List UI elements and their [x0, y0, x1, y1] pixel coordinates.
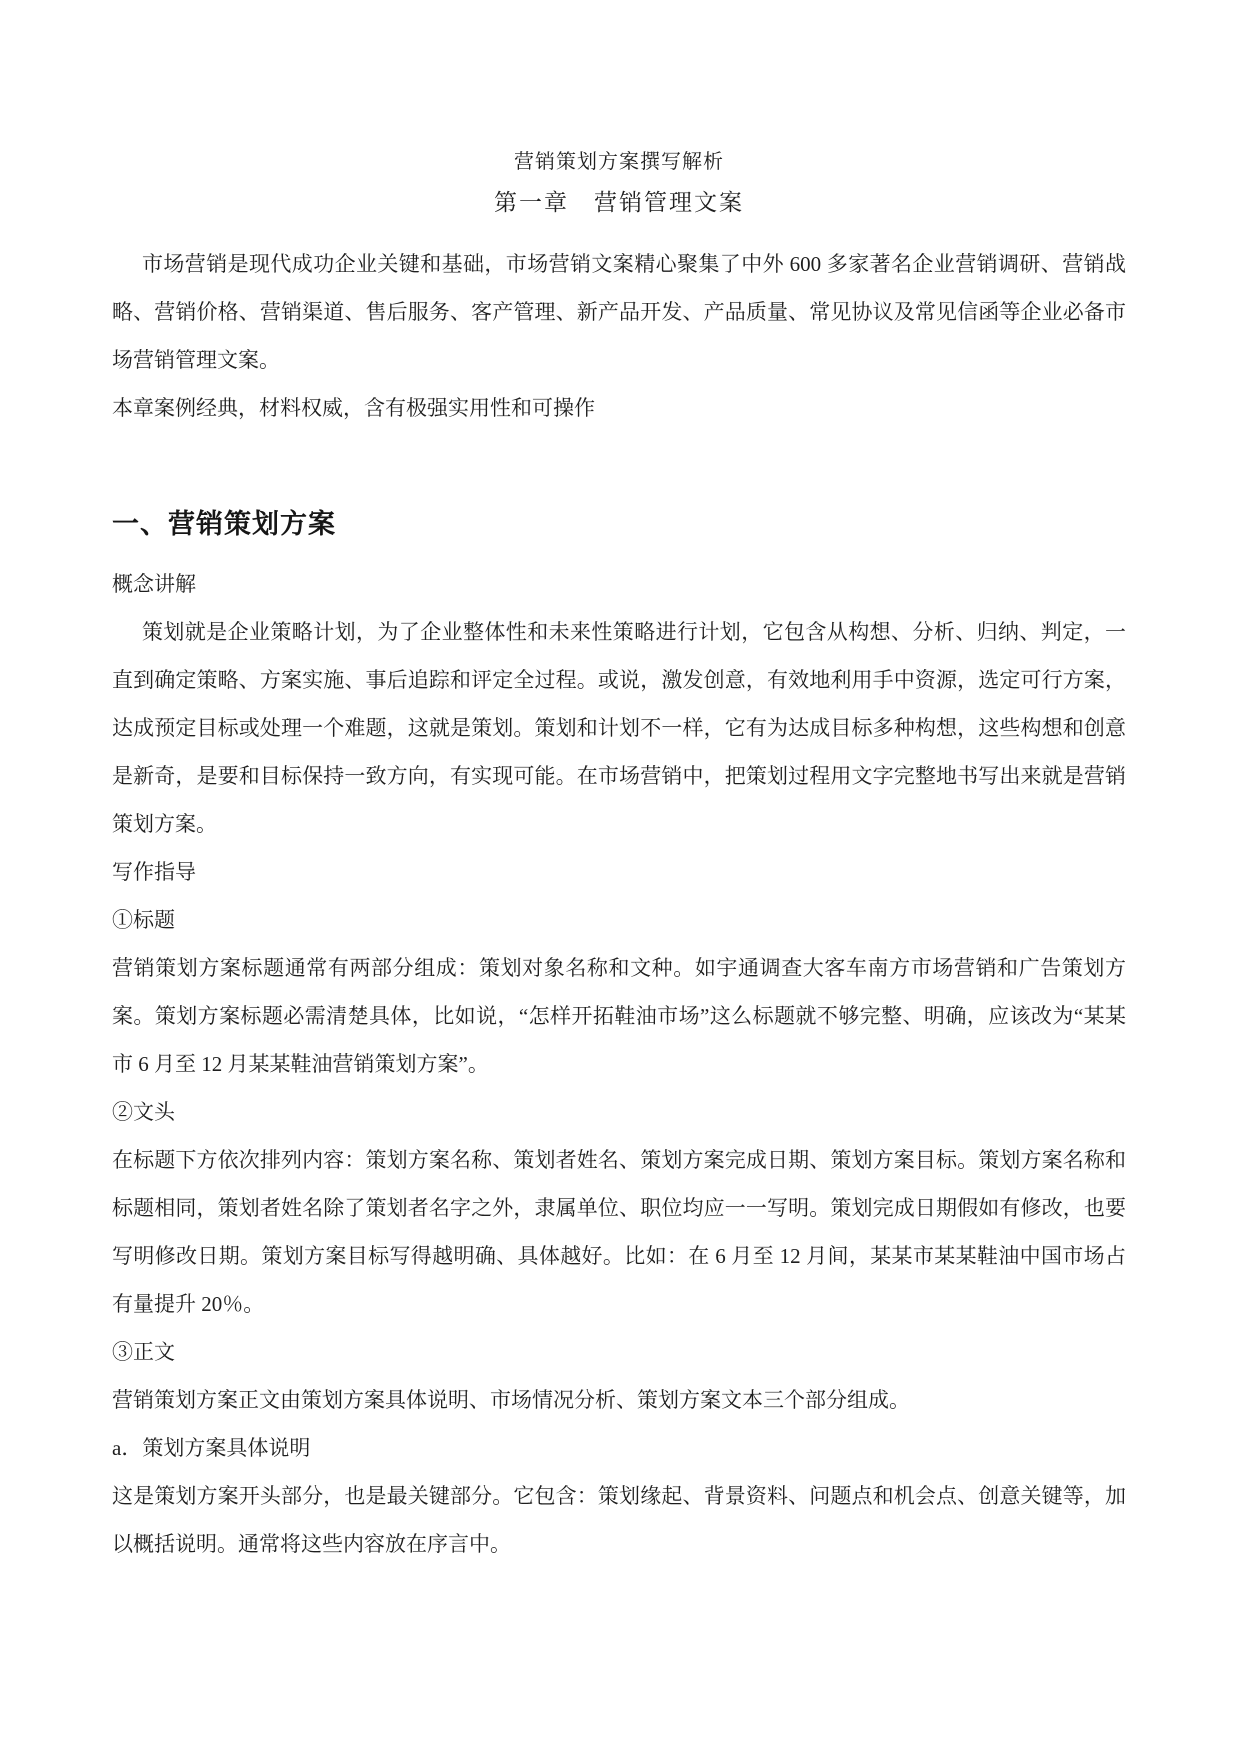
concept-paragraph: 策划就是企业策略计划，为了企业整体性和未来性策略进行计划，它包含从构想、分析、归纳、判定，一直到确定策略、方案实施、事后追踪和评定全过程。或说，激发创意，有效地利用手中资源，选定可行方案，达成预定目标或处理一个难题，这就是策划。策划和计划不一样，它有为达成目标多种构想，这些构想和创意是新奇，是要和目标保持一致方向，有实现可能。在市场营销中，把策划过程用文字完整地书写出来就是营销策划方案。: [112, 620, 1126, 836]
chapter-heading: 第一章 营销管理文案: [494, 190, 744, 215]
item2-paragraph: 在标题下方依次排列内容：策划方案名称、策划者姓名、策划方案完成日期、策划方案目标。策划方案名称和标题相同，策划者姓名除了策划者名字之外，隶属单位、职位均应一一写明。策划完成日期假如有修改，也要写明修改日期。策划方案目标写得越明确、具体越好。比如：在 6 月至 12 月间，某某市某某鞋油中国市场占有量提升 20％。: [112, 1148, 1126, 1316]
item1-title-label: ①标题: [112, 908, 175, 932]
section-heading: 一、营销策划方案: [112, 509, 336, 539]
item1-paragraph: 营销策划方案标题通常有两部分组成：策划对象名称和文种。如宇通调查大客车南方市场营销和广告策划方案。策划方案标题必需清楚具体，比如说，“怎样开拓鞋油市场”这么标题就不够完整、明确，应该改为“某某市 6 月至 12 月某某鞋油营销策划方案”。: [112, 956, 1126, 1076]
document-title: 营销策划方案撰写解析: [514, 151, 724, 173]
item2-header-label: ②文头: [112, 1100, 175, 1124]
item3-body-label: ③正文: [112, 1340, 175, 1364]
sub-item-a-paragraph: 这是策划方案开头部分，也是最关键部分。它包含：策划缘起、背景资料、问题点和机会点、创意关键等，加以概括说明。通常将这些内容放在序言中。: [112, 1484, 1126, 1556]
section-body: [112, 560, 1126, 1568]
sub-item-a-label: a．策划方案具体说明: [112, 1436, 311, 1460]
item3-paragraph: 营销策划方案正文由策划方案具体说明、市场情况分析、策划方案文本三个部分组成。: [112, 1388, 910, 1412]
chapter-note: 本章案例经典，材料权威，含有极强实用性和可操作: [112, 396, 595, 420]
concept-label: 概念讲解: [112, 572, 196, 596]
intro-paragraph: 市场营销是现代成功企业关键和基础，市场营销文案精心聚集了中外 600 多家著名企业营销调研、营销战略、营销价格、营销渠道、售后服务、客产管理、新产品开发、产品质量、常见协议及常见信函等企业必备市场营销管理文案。: [112, 252, 1126, 372]
writing-guide-label: 写作指导: [112, 860, 196, 884]
